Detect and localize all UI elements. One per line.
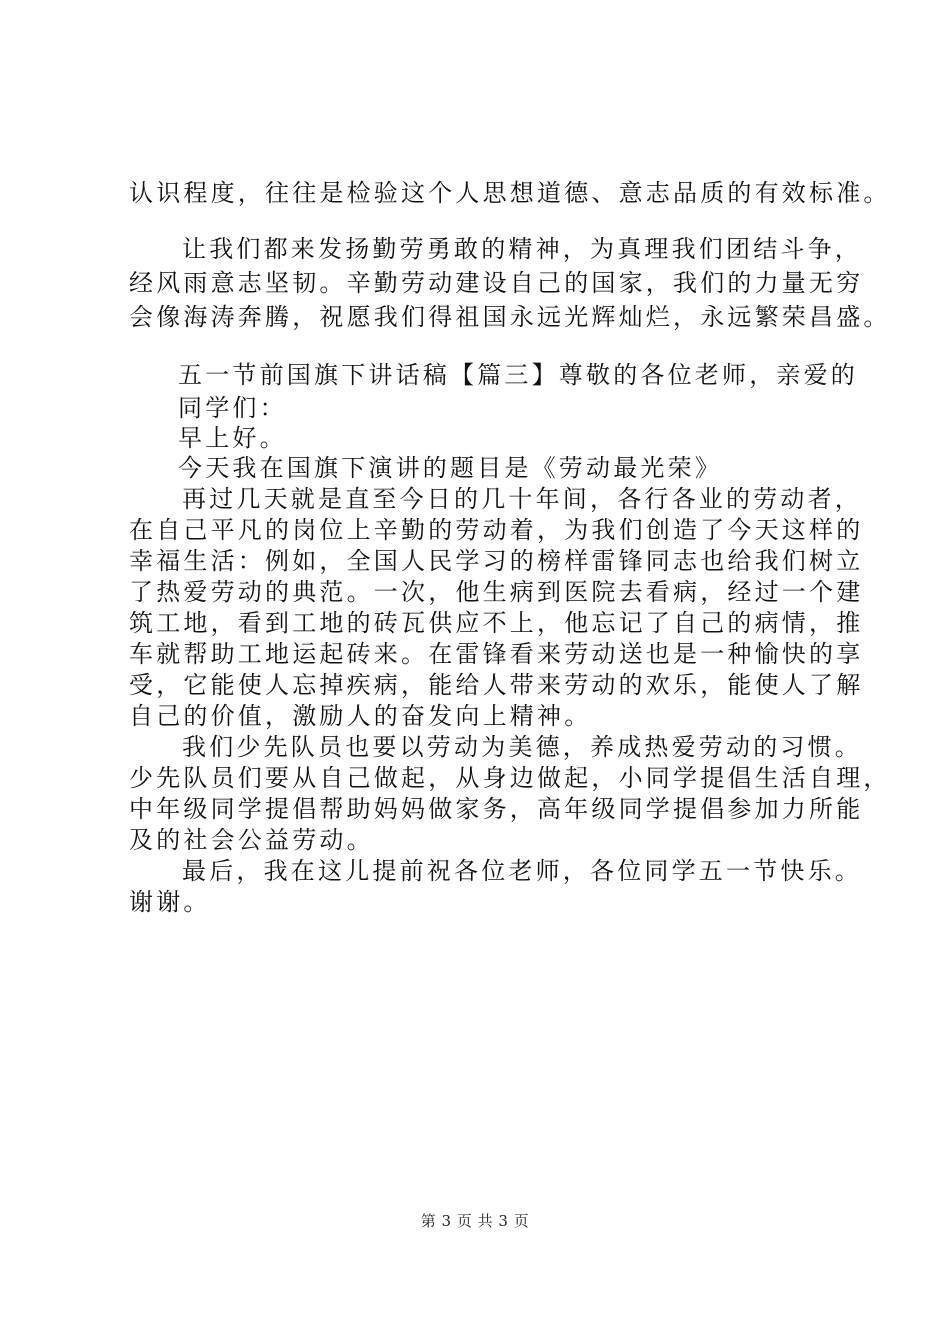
text-line: 今天我在国旗下演讲的题目是《劳动最光荣》 bbox=[178, 454, 722, 482]
text-line: 我们少先队员也要以劳动为美德，养成热爱劳动的习惯。 bbox=[182, 733, 862, 761]
text-line: 及的社会公益劳动。 bbox=[129, 826, 374, 854]
text-line: 同学们： bbox=[178, 394, 287, 422]
text-line: 受，它能使人忘掉疾病，能给人带来劳动的欢乐，能使人了解 bbox=[129, 671, 864, 699]
text-line: 少先队员们要从自己做起，从身边做起，小同学提倡生活自理， bbox=[129, 764, 891, 792]
text-line: 自己的价值，激励人的奋发向上精神。 bbox=[129, 702, 592, 730]
text-line: 了热爱劳动的典范。一次，他生病到医院去看病，经过一个建 bbox=[129, 578, 864, 606]
page-footer: 第 3 页 共 3 页 bbox=[420, 1212, 530, 1230]
text-line: 筑工地，看到工地的砖瓦供应不上，他忘记了自己的病情，推 bbox=[129, 609, 864, 637]
text-line: 认识程度，往往是检验这个人思想道德、意志品质的有效标准。 bbox=[129, 179, 891, 207]
text-line: 早上好。 bbox=[178, 424, 287, 452]
text-line: 谢谢。 bbox=[129, 888, 211, 916]
text-line: 经风雨意志坚韧。辛勤劳动建设自己的国家，我们的力量无穷 bbox=[129, 269, 864, 297]
text-line: 最后，我在这儿提前祝各位老师，各位同学五一节快乐。 bbox=[182, 857, 862, 885]
text-line: 再过几天就是直至今日的几十年间，各行各业的劳动者， bbox=[182, 485, 862, 513]
text-line: 车就帮助工地运起砖来。在雷锋看来劳动送也是一种愉快的享 bbox=[129, 640, 864, 668]
text-line: 幸福生活：例如，全国人民学习的榜样雷锋同志也给我们树立 bbox=[129, 547, 864, 575]
text-line: 让我们都来发扬勤劳勇敢的精神，为真理我们团结斗争， bbox=[182, 235, 862, 263]
heading-line: 五一节前国旗下讲话稿【篇三】尊敬的各位老师，亲爱的 bbox=[178, 361, 858, 389]
text-line: 中年级同学提倡帮助妈妈做家务，高年级同学提倡参加力所能 bbox=[129, 795, 864, 823]
text-line: 会像海涛奔腾，祝愿我们得祖国永远光辉灿烂，永远繁荣昌盛。 bbox=[129, 303, 891, 331]
text-line: 在自己平凡的岗位上辛勤的劳动着，为我们创造了今天这样的 bbox=[129, 516, 864, 544]
